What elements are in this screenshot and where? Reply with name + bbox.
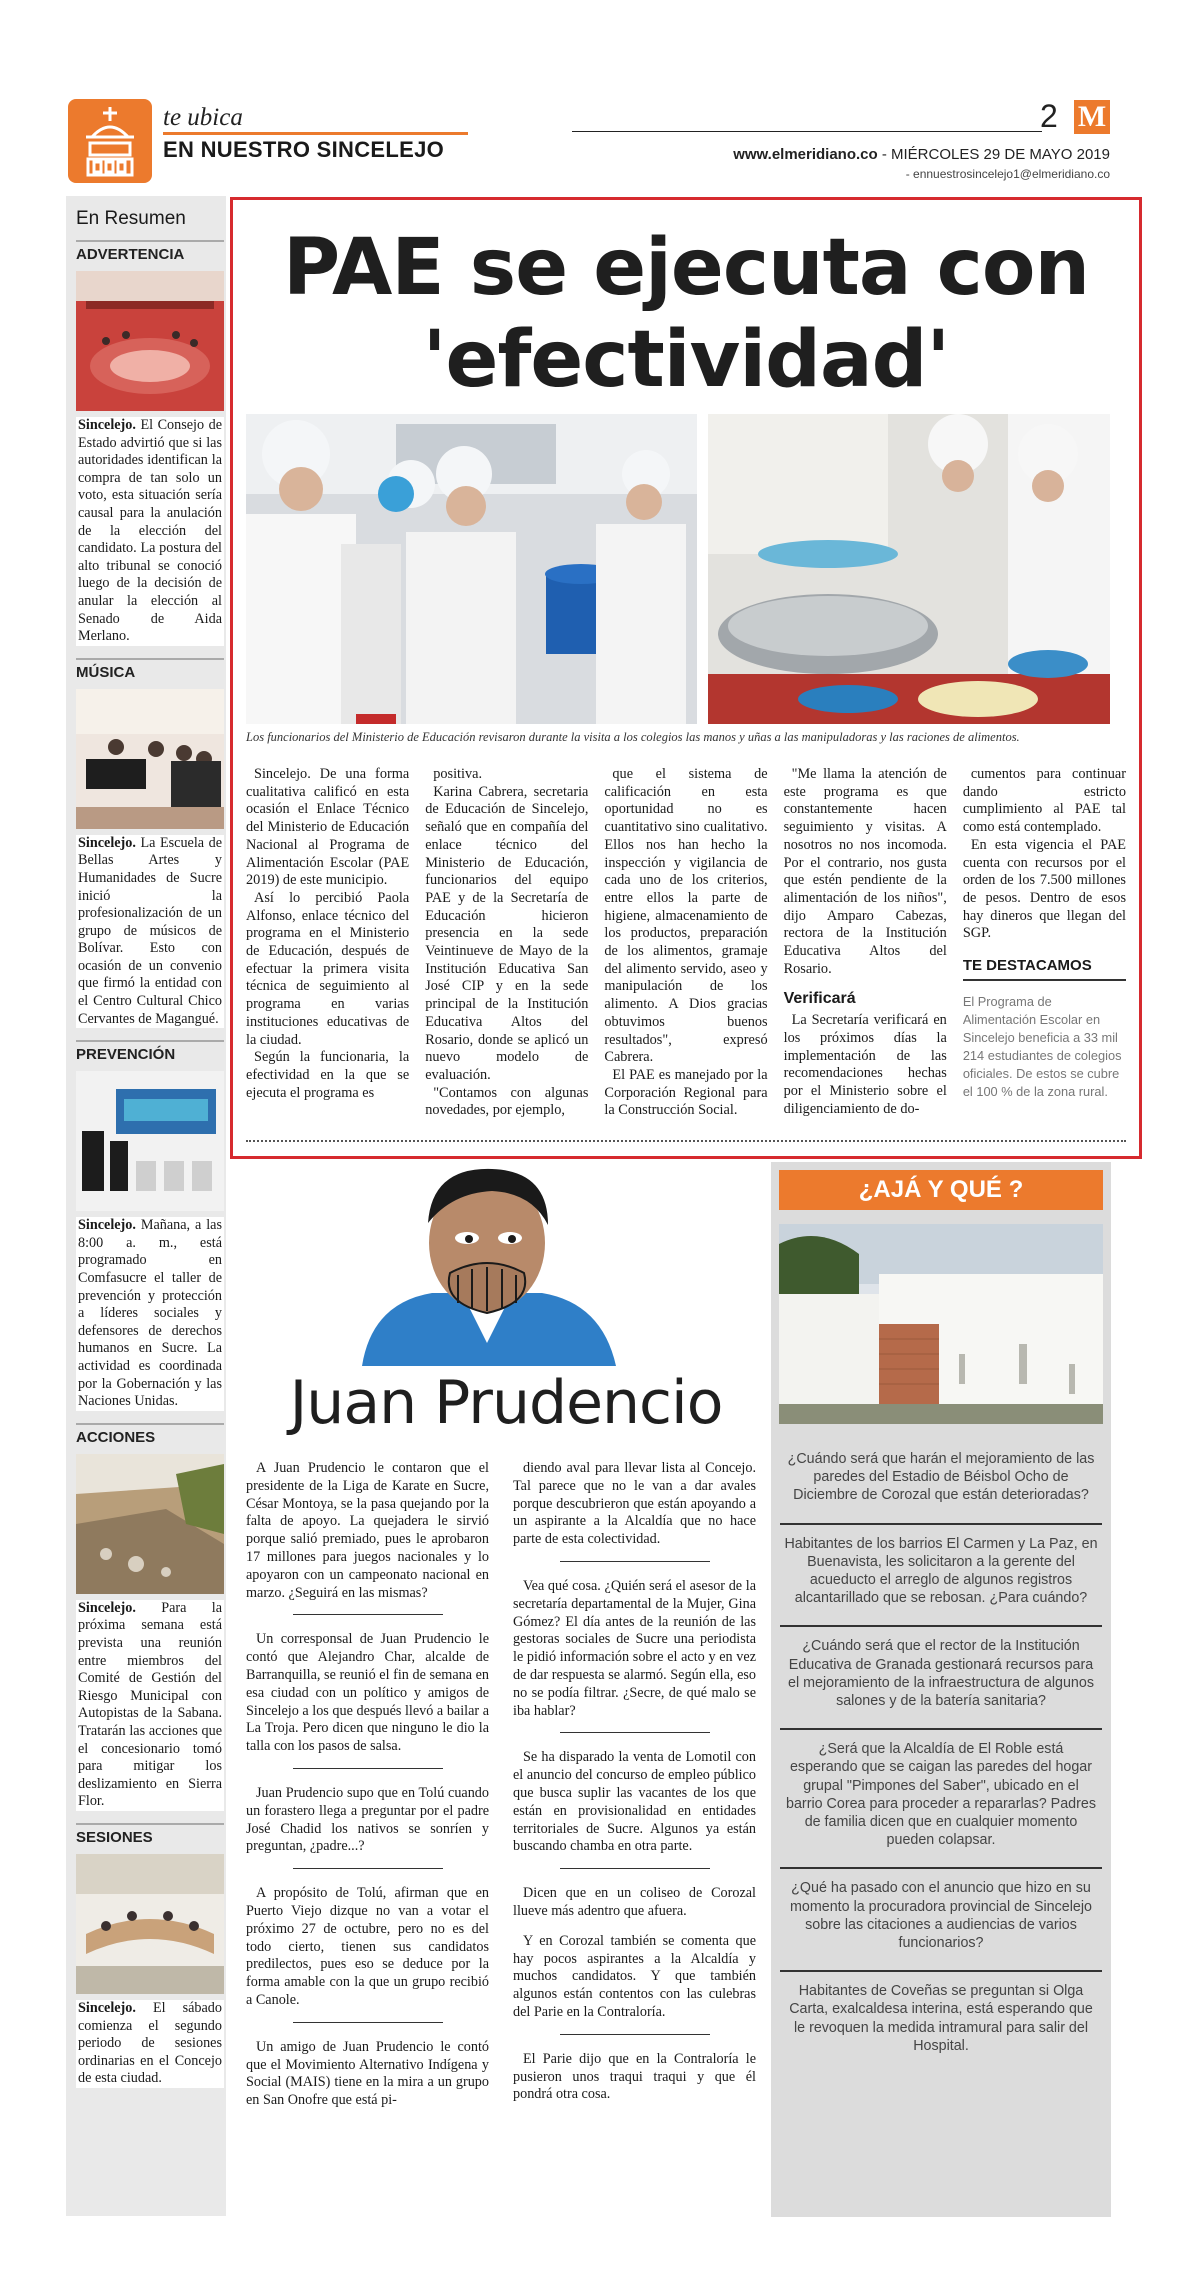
article-paragraph: positiva. <box>433 766 483 782</box>
jp-column-right <box>513 1460 756 2122</box>
article-subheading: Verificará <box>783 990 856 1008</box>
sidebar-heading-acciones: ACCIONES <box>76 1423 224 1450</box>
jp-paragraph: Un corresponsal de Juan Prudencio le contó que Alejandro Char, alcalde de Barranquilla, se reunió el fin de semana en esa ciudad con un político y amigos de Sincelejo a los que después llevó a bailar a La Troja. Pero dicen que ninguno le dio la talla con los pasos de salsa. <box>246 1631 489 1755</box>
sidebar-lead: Sincelejo. <box>78 834 136 851</box>
article-paragraph: Según la funcionaria, la efectividad en la que se ejecuta el programa es <box>246 1049 410 1101</box>
jp-paragraph: El Parie dijo que en la Contraloría le pusieron unos traqui traqui y que él pondrá otra cosa. <box>513 2050 756 2103</box>
aja-item: ¿Qué ha pasado con el anuncio que hizo en su momento la procuradora provincial de Sincelejo sobre las citaciones a audiencias de varios funcionarios? <box>780 1869 1102 1972</box>
article-column-2 <box>425 766 588 1136</box>
sidebar-text-prevencion: Sincelejo. Mañana, a las 8:00 a. m., está programado en Comfasucre el taller de prevención y protección a líderes sociales y defensores de derechos humanos en Sucre. La actividad es coordinada por la Gobernación y las Naciones Unidas. <box>78 1217 222 1410</box>
aja-item: ¿Cuándo será que harán el mejoramiento de las paredes del Estadio de Béisbol Ocho de Diciembre de Corozal que están deterioradas? <box>780 1440 1102 1525</box>
article-column-4 <box>784 766 947 1136</box>
aja-item: ¿Será que la Alcaldía de El Roble está esperando que se caigan las paredes del hogar grupal "Pimpones del Saber", ubicado en el barrio Corea para proceder a repararlas? Padres de familia dicen que en cualquier momento pueden colapsar. <box>780 1730 1102 1869</box>
photo-food-rations <box>708 414 1110 724</box>
article-paragraph: En esta vigencia el PAE cuenta con recursos por el orden de los 7.500 millones de pesos. Dentro de esos hay dineros que llegan del SGP. <box>962 836 1127 942</box>
sidebar-text-sesiones: Sincelejo. El sábado comienza el segundo periodo de sesiones ordinarias en el Concejo de esta ciudad. <box>78 1999 222 2087</box>
issue-date: - MIÉRCOLES 29 DE MAYO 2019 <box>877 146 1110 163</box>
section-subtitle: te ubica <box>163 104 243 131</box>
article-headline: PAE se ejecuta con 'efectividad' <box>282 223 1090 405</box>
jp-paragraph: Y en Corozal también se comenta que hay pocos aspirantes a la Alcaldía y muchos candidatos. Y que también algunos están contentos con las culebras del Parie en la Contraloría. <box>513 1932 756 2020</box>
article-paragraph: cumentos para continuar dando estricto cumplimiento al PAE tal como está contemplado. <box>962 766 1127 836</box>
article-paragraph: Karina Cabrera, secretaria de Educación de Sincelejo, señaló que en compañía del enlace técnico del Ministerio de Educación, funcionarios del equipo PAE y de la Secretaría de Educación hicieron presencia en la sede Veintinueve de Mayo de la Institución Educativa San José CIP y en la sede principal de la Institución Educativa Altos del Rosario, donde se aplicó un nuevo modelo de evaluación. <box>425 783 589 1083</box>
photo-council-session <box>76 1854 224 1994</box>
jp-paragraph: Un amigo de Juan Prudencio le contó que el Movimiento Alternativo Indígena y Social (MAIS) tiene en la mira a un grupo en San Onofre que está pi- <box>246 2038 489 2109</box>
article-paragraph: "Me llama la atención de este programa es que constantemente hacen seguimiento y visitas. A nosotros no nos incomoda. Por el contrario, nos gusta que estén pendiente de la alimentación de los niños", dijo Amparo Cabezas, rectora de la Institución Educativa Altos del Rosario. <box>783 766 947 977</box>
header-rule <box>572 131 1042 132</box>
en-resumen-sidebar <box>76 196 224 2100</box>
article-paragraph: La Secretaría verificará en los próximos días la implementación de las recomendaciones hechas por el Ministerio sobre el diligenciamiento de do- <box>783 1012 947 1117</box>
section-underline <box>163 132 468 135</box>
sidebar-text-advertencia: Sincelejo. El Consejo de Estado advirtió que si las autoridades identifican la compra de tan solo un voto, esta situación sería causal para la anulación de la elección del candidato. La postura del alto tribunal se conoció luego de la decisión de anular la elección al Senado de Aida Merlano. <box>78 417 222 645</box>
article-paragraph: Así lo percibió Paola Alfonso, enlace técnico del programa en el Ministerio de Educación, después de efectuar la primera visita técnica de seguimiento al programa en varias instituciones educativas de la ciudad. <box>246 889 410 1048</box>
aja-item: ¿Cuándo será que el rector de la Institución Educativa de Granada gestionará recursos para el mejoramiento de la infraestructura de algunos salones y de la batería sanitaria? <box>780 1627 1102 1730</box>
article-column-5 <box>963 766 1126 1136</box>
jp-paragraph: diendo aval para llevar lista al Concejo. Tal parece que no le van a dar avales porque descubrieron que están apoyando a un aspirante a la Alcaldía que no hace parte de esta colectividad. <box>513 1460 756 1548</box>
jp-separator <box>293 2022 443 2023</box>
sidebar-title: En Resumen <box>76 208 186 229</box>
jp-paragraph: Juan Prudencio supo que en Tolú cuando un forastero llega a preguntar por el padre José Chadid los nativos se sonríen y preguntan, ¿padre...? <box>246 1784 489 1855</box>
sidebar-heading-prevencion: PREVENCIÓN <box>76 1040 224 1067</box>
juan-prudencio-illustration <box>362 1163 616 1366</box>
article-column-1 <box>246 766 409 1136</box>
juan-prudencio-title: Juan Prudencio <box>289 1368 723 1438</box>
article-paragraph: que el sistema de calificación en esta oportunidad no es cuantitativo sino cualitativo. Ellos nos han hecho la inspección y vigilancia de cada uno de los criterios, entre ellos la parte de higiene, almacenamiento de los productos, preparación de los alimentos, gramaje del alimento servido, aseo y manipulación de los alimento. A Dios gracias obtuvimos buenos resultados", expresó Cabrera. <box>604 766 768 1066</box>
photo-inspection-kitchen <box>246 414 697 724</box>
article-paragraph: El PAE es manejado por la Corporación Regional para la Construcción Social. <box>604 1066 768 1119</box>
photo-caption: Los funcionarios del Ministerio de Educación revisaron durante la visita a los colegios las manos y uñas a las manipuladoras y las raciones de alimentos. <box>246 730 1020 744</box>
meridiano-logo: M <box>1074 100 1110 134</box>
aja-item: Habitantes de Coveñas se preguntan si Olga Carta, exalcaldesa interina, está esperando que le revoquen la medida intramural para salir del Hospital. <box>789 1983 1093 2054</box>
article-divider <box>246 1140 1126 1144</box>
section-title: EN NUESTRO SINCELEJO <box>163 137 445 162</box>
sidebar-heading-sesiones: SESIONES <box>76 1823 224 1850</box>
aja-item: Habitantes de los barrios El Carmen y La Paz, en Buenavista, les solicitaron a la gerente del acueducto el arreglo de algunos registros alcantarillado que se rebosan. ¿Para cuándo? <box>780 1525 1102 1628</box>
sidebar-text-musica: Sincelejo. La Escuela de Bellas Artes y Humanidades de Sucre inició la profesionalización de un grupo de músicos de Bolívar. Esto con ocasión de un convenio que firmó la entidad con el Centro Cultural Chico Cervantes de Magangué. <box>78 834 222 1027</box>
jp-paragraph: Se ha disparado la venta de Lomotil con el anuncio del concurso de empleo público que busca suplir las vacantes de los que están en provisionalidad en entidades territoriales de Sucre. Algunos ya están buscando chamba en otra parte. <box>513 1749 756 1855</box>
jp-separator <box>560 2034 710 2035</box>
sidebar-text-acciones: Sincelejo. Para la próxima semana está prevista una reunión entre miembros del Comité de Gestión del Riesgo Municipal con Autopistas de la Sabana. Tratarán las acciones que el concesionario tomó para mitigar los deslizamiento en Sierra Flor. <box>78 1599 222 1810</box>
photo-workshop-room <box>76 1071 224 1211</box>
sidebar-heading-musica: MÚSICA <box>76 658 224 685</box>
aja-y-que-heading: ¿AJÁ Y QUÉ ? <box>779 1170 1103 1210</box>
sidebar-lead: Sincelejo. <box>78 417 136 433</box>
jp-paragraph: A propósito de Tolú, afirman que en Puerto Viejo dizque no van a votar el próximo 27 de octubre, pero no es del todo cierto, tienen sus candidatos predilectos, pues eso se deduce por la forma amable con la que un grupo recibió a Canole. <box>246 1885 489 2008</box>
jp-paragraph: Vea qué cosa. ¿Quién será el asesor de la secretaría departamental de la Mujer, Gina Gómez? El día antes de la reunión de las gestoras sociales de Sucre una periodista le pidió información sobre el acto y en vez de dar respuesta se alarmó. Según ella, eso no se podía filtrar. ¿Secre, de qué malo se iba hablar? <box>513 1577 756 1719</box>
jp-separator <box>293 1868 443 1869</box>
section-email[interactable]: - ennuestrosincelejo1@elmeridiano.co <box>905 167 1110 181</box>
jp-separator <box>293 1614 443 1615</box>
page-number: 2 <box>1040 98 1058 134</box>
section-logo-church-icon <box>68 99 152 183</box>
article-paragraph: Sincelejo. De una forma cualitativa calificó en esta ocasión el Enlace Técnico del Ministerio de Educación Nacional al Programa de Alimentación Escolar (PAE 2019) de este municipio. <box>246 766 410 889</box>
article-column-3 <box>604 766 767 1136</box>
jp-separator <box>560 1561 710 1562</box>
jp-paragraph: A Juan Prudencio le contaron que el presidente de la Liga de Karate en Sucre, César Montoya, se la pasa quejando por la falta de apoyo. La quejadera le sirvió porque salió premiado, pues le aprobaron 17 millones para juegos nacionales y lo apoyaron con un campeonato nacional en marzo. ¿Seguirá en las mismas? <box>246 1460 489 1601</box>
photo-deteriorated-wall <box>779 1224 1103 1424</box>
photo-music-class <box>76 689 224 829</box>
sidebar-lead: Sincelejo. <box>78 1599 136 1616</box>
jp-paragraph: Dicen que en un coliseo de Corozal llueve más adentro que afuera. <box>513 1885 756 1919</box>
juan-prudencio-body <box>246 1460 756 2122</box>
article-paragraph: "Contamos con algunas novedades, por ejemplo, <box>425 1084 589 1119</box>
jp-separator <box>560 1868 710 1869</box>
destacamos-text: El Programa de Alimentación Escolar en Sincelejo beneficia a 33 mil 214 estudiantes de colegios oficiales. De estos se cubre el 100 % de la zona rural. <box>962 993 1122 1099</box>
jp-separator <box>293 1768 443 1769</box>
sidebar-heading-advertencia: ADVERTENCIA <box>76 240 224 267</box>
sidebar-lead: Sincelejo. <box>78 1999 136 2016</box>
jp-separator <box>560 1732 710 1733</box>
site-url[interactable]: www.elmeridiano.co <box>733 146 878 163</box>
photo-council-chamber <box>76 271 224 411</box>
sidebar-lead: Sincelejo. <box>78 1217 136 1234</box>
jp-column-left <box>246 1460 489 2122</box>
aja-y-que-list <box>780 1440 1102 2073</box>
article-body <box>246 766 1126 1136</box>
photo-landslide <box>76 1454 224 1594</box>
site-date-line <box>560 146 1110 163</box>
destacamos-heading: TE DESTACAMOS <box>963 957 1126 981</box>
